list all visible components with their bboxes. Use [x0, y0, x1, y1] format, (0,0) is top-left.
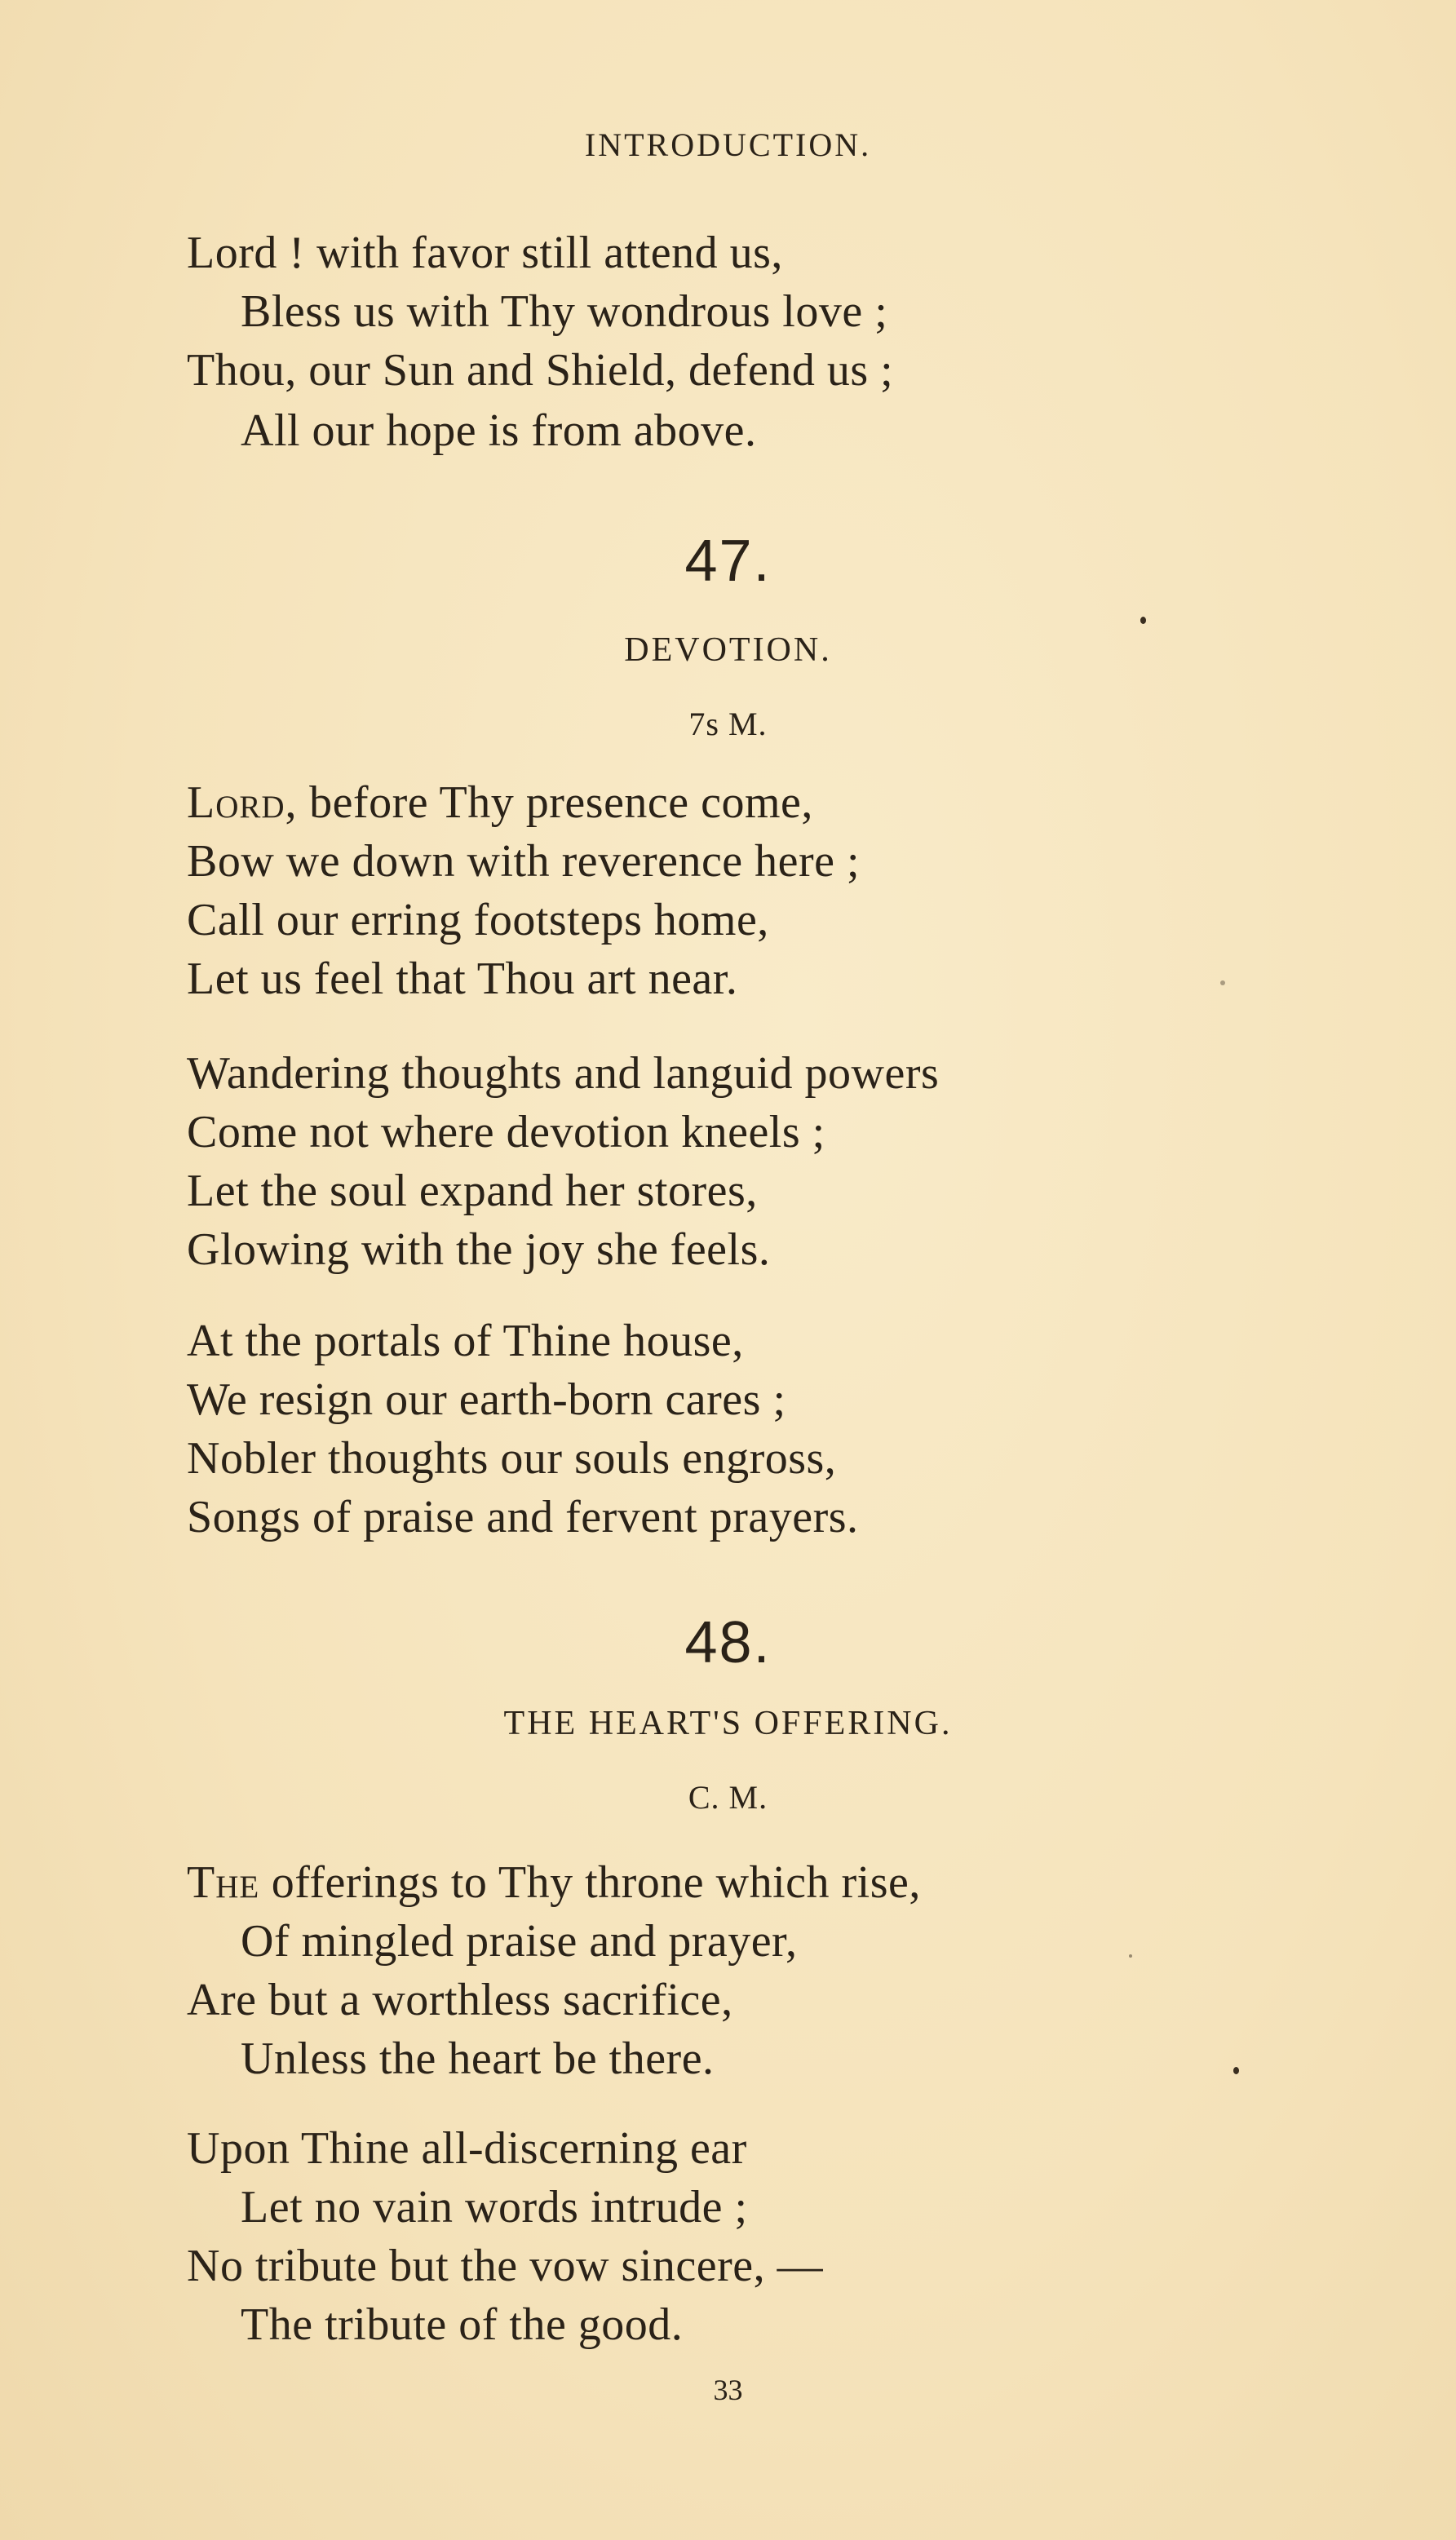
- verse-line: [187, 777, 813, 828]
- verse-line: Unless the heart be there.: [241, 2033, 715, 2084]
- verse-line: Glowing with the joy she feels.: [187, 1224, 771, 1275]
- hymn-title: THE HEART'S OFFERING.: [503, 1705, 953, 1742]
- ink-speck: [1220, 980, 1225, 985]
- verse-line: [187, 1857, 921, 1908]
- verse-line: Call our erring footsteps home,: [187, 895, 769, 945]
- verse-line: Bow we down with reverence here ;: [187, 836, 861, 887]
- verse-line: Nobler thoughts our souls engross,: [187, 1433, 837, 1484]
- verse-line: Let no vain words intrude ;: [241, 2182, 748, 2232]
- verse-line: Wandering thoughts and languid powers: [187, 1048, 940, 1099]
- verse-line-rest: offerings to Thy throne which rise,: [259, 1857, 921, 1908]
- opening-word: The: [187, 1857, 260, 1908]
- verse-line: We resign our earth-born cares ;: [187, 1374, 786, 1425]
- verse-line: Upon Thine all-discerning ear: [187, 2123, 747, 2174]
- hymn-title: DEVOTION.: [624, 631, 832, 669]
- opening-word: Lord,: [187, 777, 298, 828]
- verse-line: All our hope is from above.: [241, 405, 757, 456]
- verse-line: At the portals of Thine house,: [187, 1316, 744, 1366]
- running-head: INTRODUCTION.: [584, 126, 872, 163]
- verse-line: Come not where devotion kneels ;: [187, 1107, 825, 1157]
- ink-speck: [1140, 617, 1146, 624]
- hymn-number: 47.: [684, 529, 772, 594]
- verse-line: Bless us with Thy wondrous love ;: [241, 286, 888, 337]
- ink-speck: [1233, 2067, 1239, 2074]
- verse-line-rest: before Thy presence come,: [297, 777, 813, 828]
- verse-line: Thou, our Sun and Shield, defend us ;: [187, 345, 894, 396]
- verse-line: The tribute of the good.: [241, 2299, 684, 2350]
- verse-line: No tribute but the vow sincere, —: [187, 2241, 824, 2291]
- verse-line: Let us feel that Thou art near.: [187, 954, 738, 1004]
- page-number: 33: [713, 2374, 743, 2406]
- verse-line: Let the soul expand her stores,: [187, 1166, 758, 1216]
- ink-speck: [1129, 1954, 1132, 1958]
- hymn-number: 48.: [684, 1610, 772, 1675]
- hymn-meter: 7s M.: [688, 706, 768, 742]
- verse-line: Songs of praise and fervent prayers.: [187, 1492, 859, 1542]
- hymn-meter: C. M.: [688, 1779, 768, 1816]
- verse-line: Lord ! with favor still attend us,: [187, 228, 783, 278]
- verse-line: Of mingled praise and prayer,: [241, 1916, 798, 1967]
- verse-line: Are but a worthless sacrifice,: [187, 1975, 733, 2025]
